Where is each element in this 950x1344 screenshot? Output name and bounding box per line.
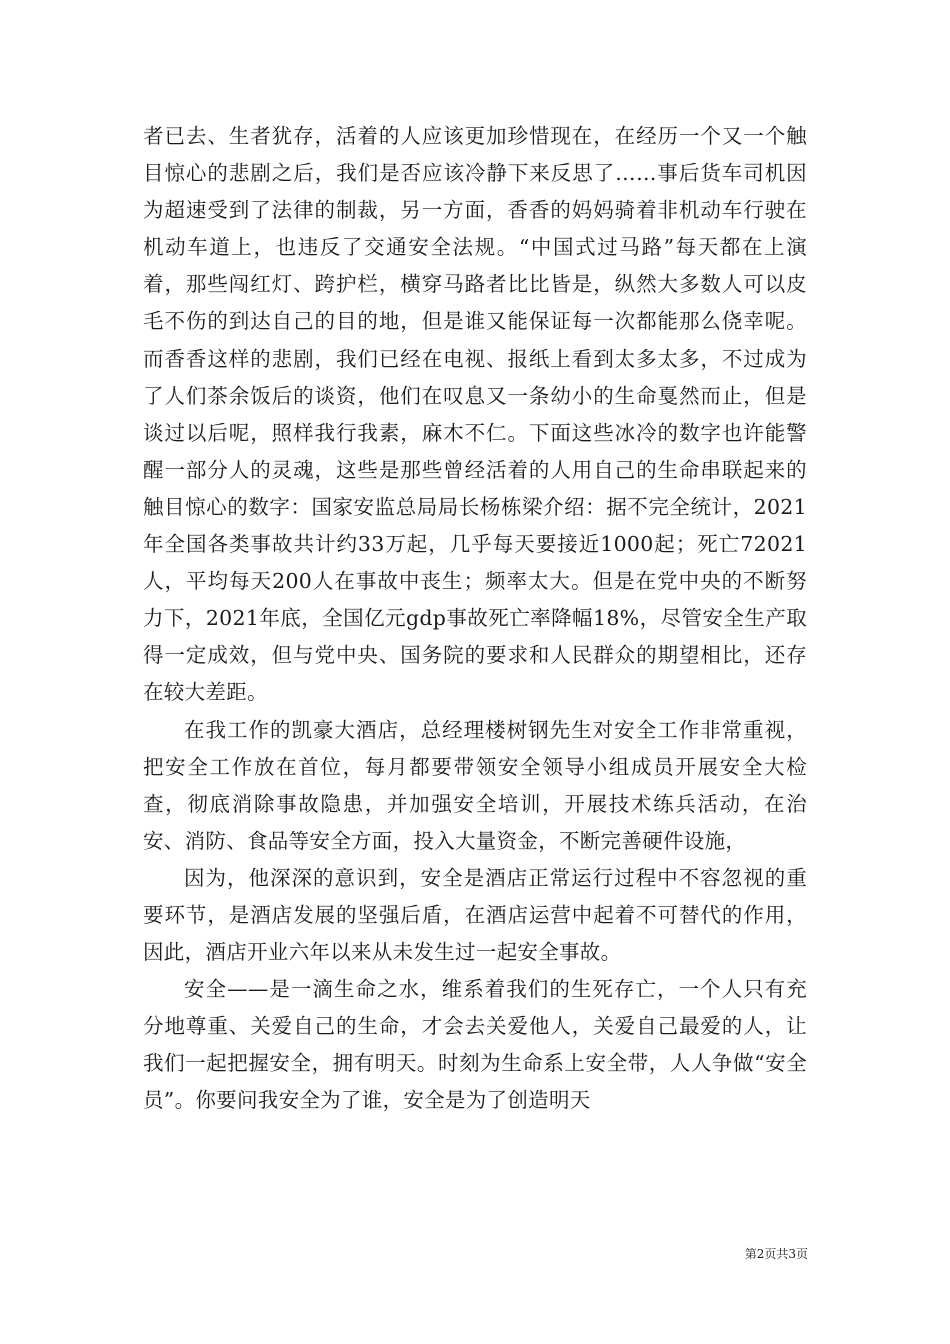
paragraph-1: 者已去、生者犹存，活着的人应该更加珍惜现在，在经历一个又一个触目惊心的悲剧之后，我们是否应该冷静下来反思了……事后货车司机因为超速受到了法律的制裁，另一方面，香香的妈妈骑着非机动车行驶在机动车道上，也违反了交通安全法规。“中国式过马路”每天都在上演着，那些闯红灯、跨护栏，横穿马路者比比皆是，纵然大多数人可以皮毛不伤的到达自己的目的地，但是谁又能保证每一次都能那么侥幸呢。而香香这样的悲剧，我们已经在电视、报纸上看到太多太多，不过成为了人们茶余饭后的谈资，他们在叹息又一条幼小的生命戛然而止，但是谈过以后呢，照样我行我素，麻木不仁。下面这些冰冷的数字也许能警醒一部分人的灵魂，这些是那些曾经活着的人用自己的生命串联起来的触目惊心的数字：国家安监总局局长杨栋梁介绍：据不完全统计，2021年全国各类事故共计约33万起，几乎每天要接近1000起；死亡72021人，平均每天200人在事故中丧生；频率太大。但是在党中央的不断努力下，2021年底，全国亿元gdp事故死亡率降幅18%，尽管安全生产取得一定成效，但与党中央、国务院的要求和人民群众的期望相比，还存在较大差距。: [143, 124, 807, 705]
paragraph-2: 在我工作的凯豪大酒店，总经理楼树钢先生对安全工作非常重视，把安全工作放在首位，每月都要带领安全领导小组成员开展安全大检查，彻底消除事故隐患，并加强安全培训，开展技术练兵活动，在治安、消防、食品等安全方面，投入大量资金，不断完善硬件设施，: [143, 717, 807, 853]
paragraph-4: 安全——是一滴生命之水，维系着我们的生死存亡，一个人只有充分地尊重、关爱自己的生命，才会去关爱他人，关爱自己最爱的人，让我们一起把握安全，拥有明天。时刻为生命系上安全带，人人争做“安全员”。你要问我安全为了谁，安全是为了创造明天: [143, 977, 807, 1113]
page-number-footer: 第2页共3页: [744, 1247, 808, 1261]
document-body: [143, 118, 807, 1120]
paragraph-3: 因为，他深深的意识到，安全是酒店正常运行过程中不容忽视的重要环节，是酒店发展的坚强后盾，在酒店运营中起着不可替代的作用，因此，酒店开业六年以来从未发生过一起安全事故。: [143, 865, 807, 965]
